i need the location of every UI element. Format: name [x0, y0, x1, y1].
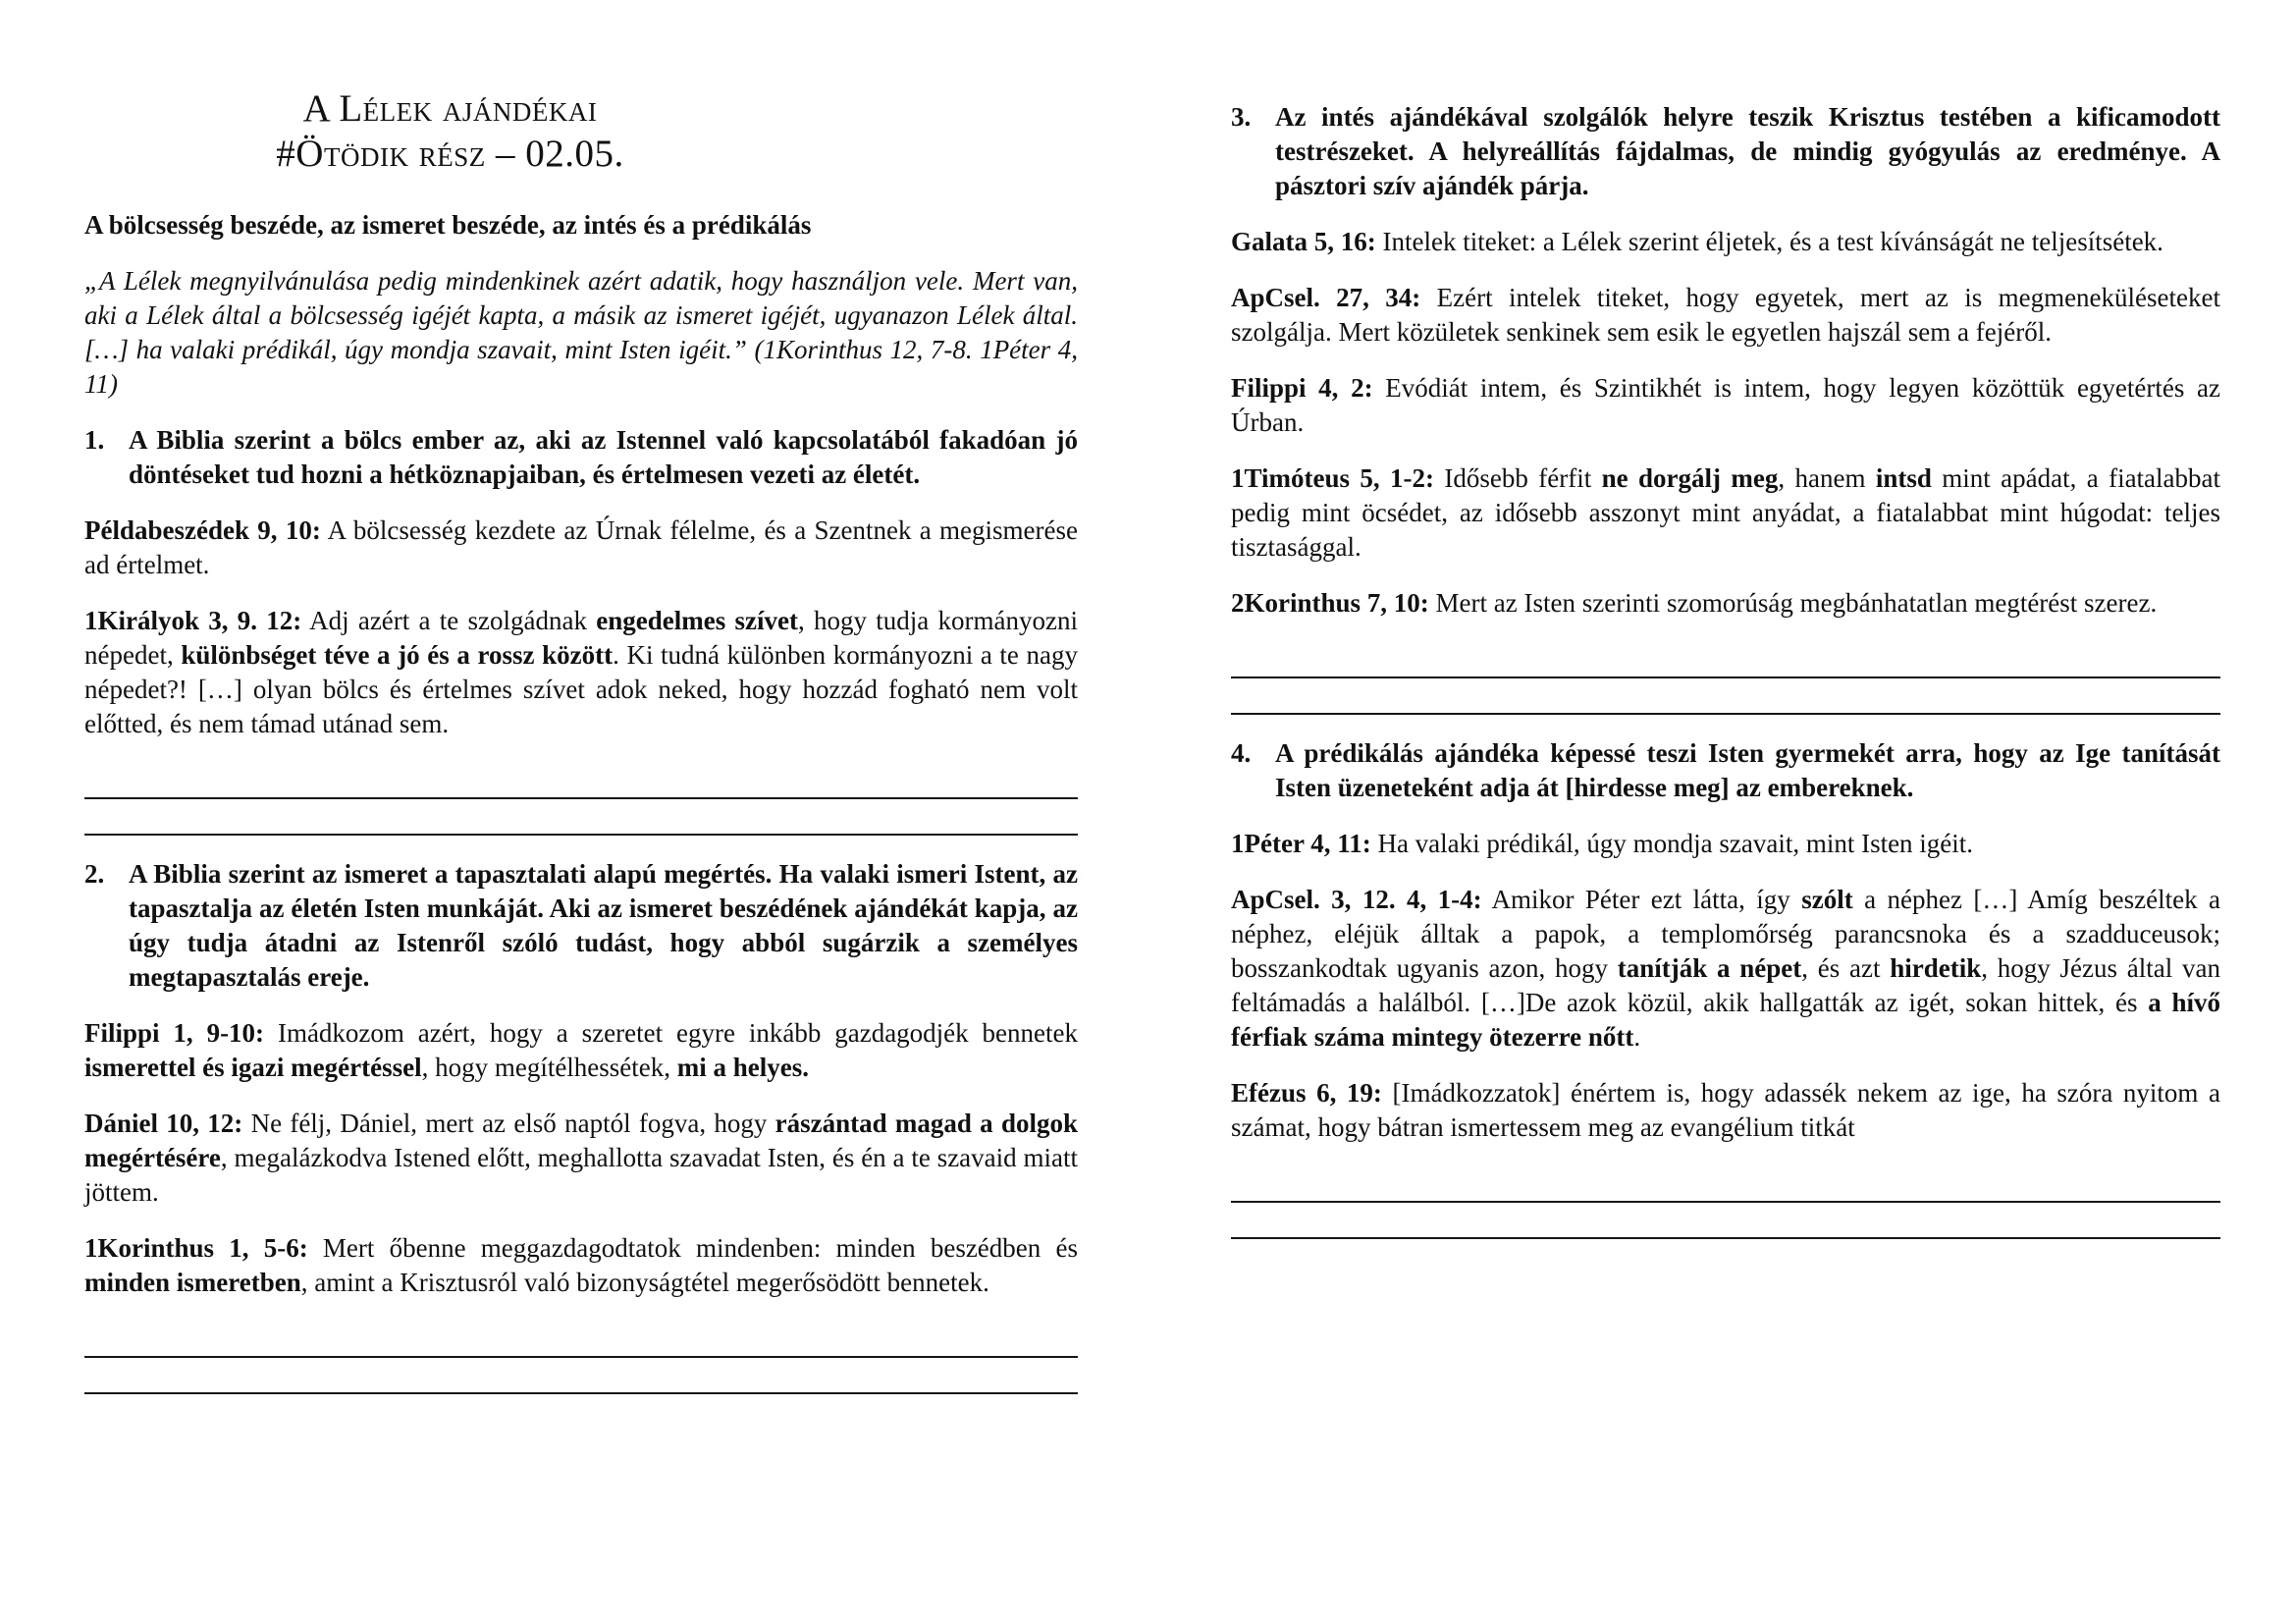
document-title: [84, 86, 816, 177]
verse-paragraph: [84, 514, 1078, 582]
verse-paragraph: [1231, 225, 2220, 259]
fill-in-line: [1231, 642, 2220, 678]
numbered-point-3: [1231, 100, 2220, 203]
text-segment: minden ismeretben: [84, 1268, 301, 1297]
text-segment: . Ki tudná különben kormányozni a te nagy népedet?! […] olyan bölcs és értelmes szívet adok neked, hogy hozzád fogható nem volt előtted, és nem támad utánad sem.: [84, 640, 1079, 738]
text-segment: Mert őbenne meggazdagodtatok mindenben: minden beszédben és: [307, 1233, 1078, 1263]
verse-paragraph: [1231, 883, 2220, 1055]
text-segment: , hogy Jézus által van feltámadás a halálból. […]De azok közül, akik hallgatták az igét, sokan hittek, és: [1231, 953, 2220, 1017]
point-number: 1.: [84, 425, 105, 455]
text-segment: ne dorgálj meg: [1601, 463, 1779, 493]
point-number: 4.: [1231, 738, 1252, 768]
text-segment: rászántad magad a dolgok megértésére: [84, 1109, 1078, 1172]
verse-paragraph: [84, 1107, 1078, 1210]
text-segment: tanítják a népet: [1617, 953, 1802, 983]
text-segment: különbséget téve a jó és a rossz között: [181, 640, 614, 670]
text-segment: hirdetik: [1890, 953, 1982, 983]
point-number: 3.: [1231, 102, 1252, 132]
verse-paragraph: [84, 604, 1078, 741]
text-segment: a hívő férfiak száma mintegy ötezerre nőtt: [1231, 988, 2220, 1052]
fill-in-line: [84, 1358, 1078, 1394]
text-segment: Dániel 10, 12:: [84, 1109, 243, 1138]
text-segment: Galata 5, 16:: [1231, 227, 1376, 256]
verse-paragraph: [1231, 461, 2220, 565]
fill-in-line: [84, 763, 1078, 799]
document-title-line: #Ötödik rész – 02.05.: [276, 133, 624, 175]
text-segment: A Biblia szerint az ismeret a tapasztalati alapú megértés. Ha valaki ismeri Istent, az tapasztalja az életén Isten munkáját. Aki az ismeret beszédének ajándékát kapja, az úgy tudja átadni az Istenről szóló tudást, hogy abból sugárzik a személyes megtapasztalás ereje.: [129, 859, 1078, 992]
text-segment: A Biblia szerint a bölcs ember az, aki az Istennel való kapcsolatából fakadóan jó döntéseket tud hozni a hétköznapjaiban, és értelmesen vezeti az életét.: [129, 425, 1078, 489]
fill-in-lines: [1231, 1166, 2220, 1239]
text-segment: A bölcsesség kezdete az Úrnak félelme, és a Szentnek a megismerése ad értelmet.: [84, 515, 1078, 579]
text-segment: Mert az Isten szerinti szomorúság megbánhatatlan megtérést szerez.: [1428, 588, 2158, 618]
text-segment: intsd: [1875, 463, 1932, 493]
text-segment: engedelmes szívet: [596, 606, 798, 635]
verse-paragraph: [1231, 586, 2220, 621]
text-segment: ApCsel. 3, 12. 4, 1-4:: [1231, 885, 1482, 914]
text-segment: Ezért intelek titeket, hogy egyetek, mert az is megmeneküléseteket szolgálja. Mert közületek senkinek sem esik le egyetlen hajszál sem a fejéről.: [1231, 283, 2220, 347]
text-segment: Amikor Péter ezt látta, így: [1481, 885, 1802, 914]
text-segment: , hogy tudja kormányozni népedet,: [84, 606, 1078, 670]
text-segment: mint apádat, a fiatalabbat pedig mint öcsédet, az idősebb asszonyt mint anyádat, a fiatalabbat mint húgodat: teljes tisztasággal.: [1231, 463, 2221, 562]
text-segment: szólt: [1801, 885, 1853, 914]
text-segment: , hanem: [1778, 463, 1876, 493]
left-column: [84, 86, 1078, 1416]
text-segment: ApCsel. 27, 34:: [1231, 283, 1421, 312]
text-segment: Adj azért a te szolgádnak: [301, 606, 597, 635]
text-segment: 1Timóteus 5, 1-2:: [1231, 463, 1435, 493]
text-segment: A prédikálás ajándéka képessé teszi Isten gyermekét arra, hogy az Ige tanítását Isten üzeneteként adja át [hirdesse meg] az embereknek.: [1275, 738, 2220, 802]
verse-paragraph: [84, 1016, 1078, 1085]
text-segment: Idősebb férfit: [1434, 463, 1602, 493]
verse-paragraph: [1231, 281, 2220, 350]
text-segment: , megalázkodva Istened előtt, meghallotta szavadat Isten, és én a te szavaid miatt jöttem.: [84, 1143, 1078, 1207]
text-segment: , és azt: [1801, 953, 1891, 983]
right-column: [1231, 86, 2220, 1261]
fill-in-line: [84, 799, 1078, 836]
numbered-point-1: [84, 423, 1078, 492]
scripture-quote: „A Lélek megnyilvánulása pedig mindenkinek azért adatik, hogy használjon vele. Mert van, aki a Lélek által a bölcsesség igéjét kapta, a másik az ismeret igéjét, ugyanazon Lélek által. […] ha valaki prédikál, úgy mondja szavait, mint Isten igéit.” (1Korinthus 12, 7-8. 1Péter 4, 11): [84, 266, 1078, 399]
text-segment: , amint a Krisztusról való bizonyságtétel megerősödött bennetek.: [300, 1268, 989, 1297]
numbered-point-4: [1231, 736, 2220, 805]
point-text: [1275, 736, 2220, 805]
text-segment: Ha valaki prédikál, úgy mondja szavait, mint Isten igéit.: [1370, 829, 1974, 858]
fill-in-line: [1231, 678, 2220, 715]
text-segment: a néphez […] Amíg beszéltek a néphez, eléjük álltak a papok, a templomőrség parancsnoka és a szadduceusok; bosszankodtak ugyanis azon, hogy: [1231, 885, 2220, 983]
verse-paragraph: [1231, 827, 2220, 861]
fill-in-lines: [84, 1322, 1078, 1394]
text-segment: Ne félj, Dániel, mert az első naptól fogva, hogy: [242, 1109, 775, 1138]
text-segment: 1Korinthus 1, 5-6:: [84, 1233, 308, 1263]
verse-paragraph: [1231, 1076, 2220, 1145]
text-segment: Filippi 1, 9-10:: [84, 1018, 265, 1048]
fill-in-line: [84, 1322, 1078, 1358]
fill-in-lines: [84, 763, 1078, 836]
fill-in-line: [1231, 1166, 2220, 1203]
text-segment: mi a helyes.: [676, 1053, 810, 1082]
text-segment: , hogy megítélhessétek,: [421, 1053, 677, 1082]
verse-paragraph: [1231, 371, 2220, 440]
fill-in-line: [1231, 1203, 2220, 1239]
text-segment: Példabeszédek 9, 10:: [84, 515, 321, 545]
text-segment: Efézus 6, 19:: [1231, 1078, 1382, 1108]
text-segment: 1Királyok 3, 9. 12:: [84, 606, 302, 635]
text-segment: Intelek titeket: a Lélek szerint éljetek, és a test kívánságát ne teljesítsétek.: [1375, 227, 2163, 256]
point-text: [129, 857, 1078, 995]
text-segment: Evódiát intem, és Szintikhét is intem, hogy legyen közöttük egyetértés az Úrban.: [1231, 373, 2220, 437]
text-segment: ismerettel és igazi megértéssel: [84, 1053, 422, 1082]
fill-in-lines: [1231, 642, 2220, 715]
text-segment: Filippi 4, 2:: [1231, 373, 1373, 403]
text-segment: [Imádkozzatok] énértem is, hogy adassék nekem az ige, ha szóra nyitom a számat, hogy bátran ismertessem meg az evangélium titkát: [1231, 1078, 2220, 1142]
text-segment: Imádkozom azért, hogy a szeretet egyre inkább gazdagodjék bennetek: [264, 1018, 1079, 1048]
text-segment: Az intés ajándékával szolgálók helyre teszik Krisztus testében a kificamodott testrészeket. A helyreállítás fájdalmas, de mindig gyógyulás az eredménye. A pásztori szív ajándék párja.: [1275, 102, 2220, 200]
document-title-line: A Lélek ajándékai: [302, 87, 598, 130]
text-segment: .: [1633, 1022, 1641, 1052]
verse-paragraph: [84, 1231, 1078, 1300]
point-number: 2.: [84, 859, 105, 889]
numbered-point-2: [84, 857, 1078, 995]
section-heading: A bölcsesség beszéde, az ismeret beszéde, az intés és a prédikálás: [84, 210, 812, 240]
point-text: [129, 423, 1078, 492]
text-segment: 2Korinthus 7, 10:: [1231, 588, 1429, 618]
text-segment: 1Péter 4, 11:: [1231, 829, 1371, 858]
point-text: [1275, 100, 2220, 203]
